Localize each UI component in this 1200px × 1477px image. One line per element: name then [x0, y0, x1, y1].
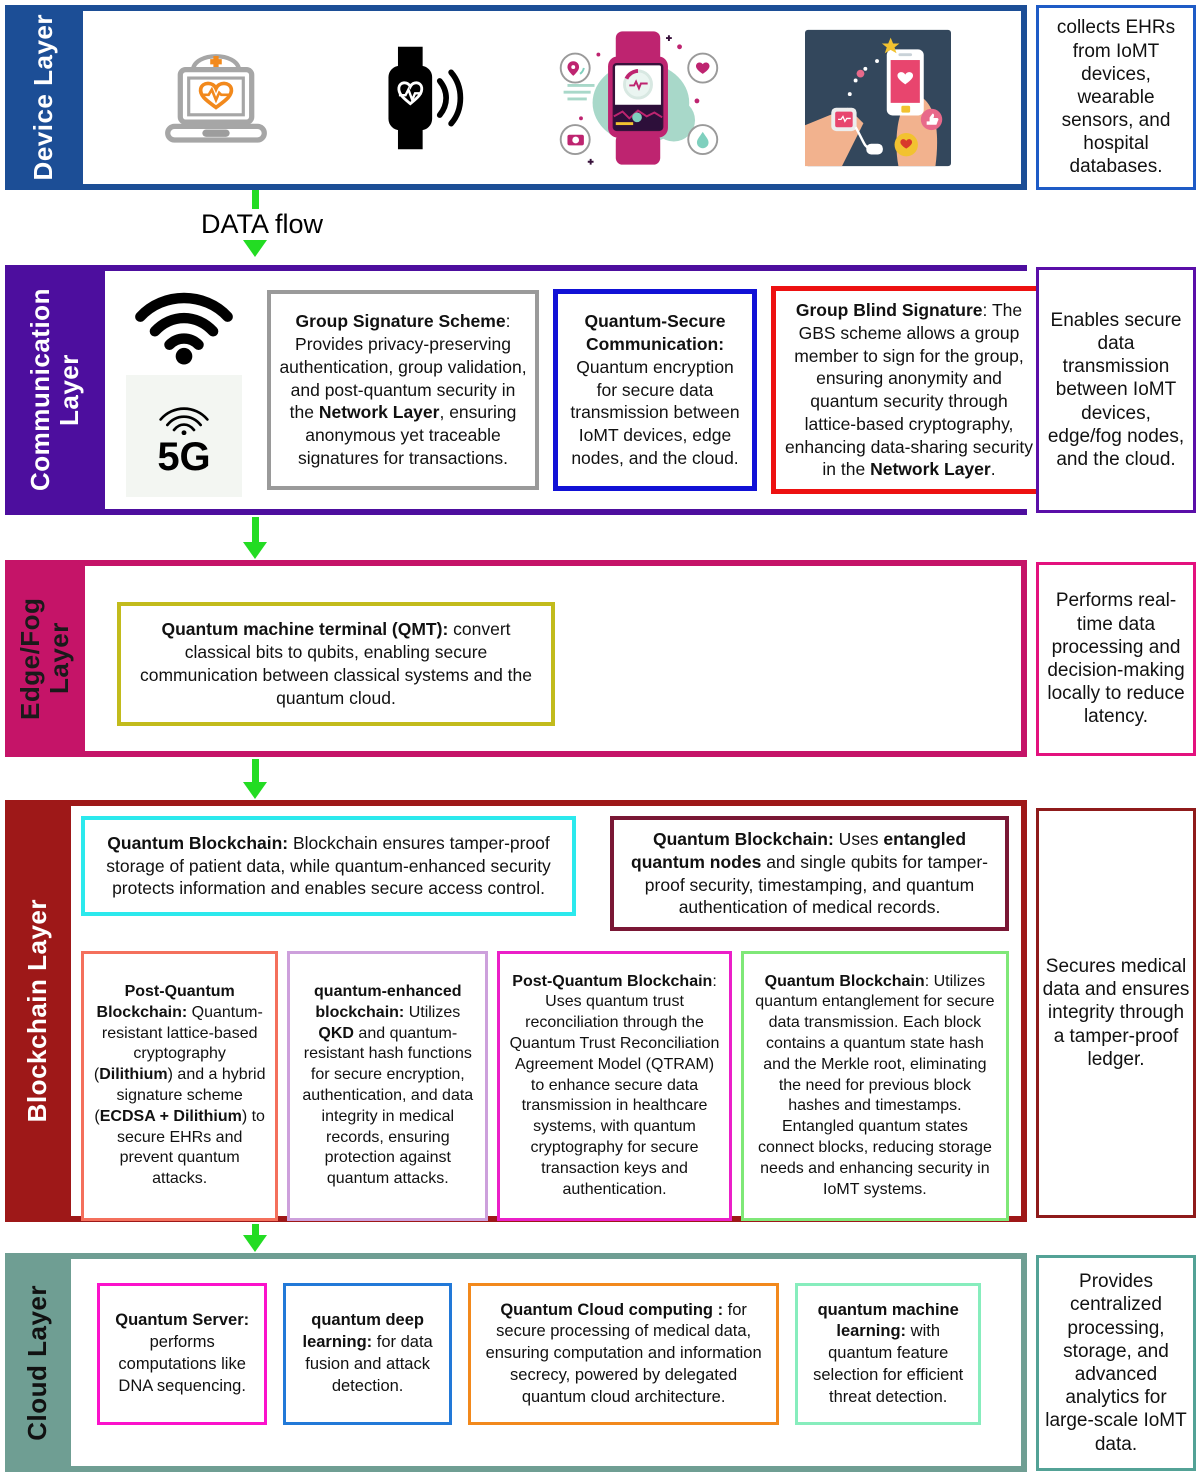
blockchain-layer-annotation-text: Secures medical data and ensures integrity through a tamper-proof ledger. [1042, 956, 1190, 1070]
post-quantum-blockchain-qtram-box [497, 951, 732, 1221]
device-layer-annotation [1036, 5, 1196, 190]
wifi-icon [132, 283, 236, 365]
blockchain-layer [5, 800, 1027, 1222]
cloud-layer-annotation [1036, 1255, 1196, 1471]
device-layer-sidebar [5, 5, 83, 190]
device-layer-content [83, 11, 1021, 184]
blockchain-layer-sidebar [5, 800, 71, 1222]
communication-layer-annotation-text: Enables secure data transmission between IoMT devices, edge/fog nodes, and the cloud. [1047, 309, 1185, 470]
communication-layer-annotation [1036, 267, 1196, 513]
wearable-watch-icon [552, 22, 724, 174]
edge-fog-layer-content [85, 566, 1021, 751]
edge-fog-layer-annotation-text: Performs real-time data processing and decision-making locally to reduce latency. [1047, 590, 1185, 728]
flow-arrow-blockchain-cloud [242, 1224, 268, 1252]
quantum-enhanced-blockchain-box [287, 951, 488, 1221]
group-blind-signature-box [771, 286, 1047, 494]
quantum-blockchain-storage-text: Quantum Blockchain: Blockchain ensures tamper-proof storage of patient data, while quantum-enhanced security protects information and enables secure access control. [106, 832, 551, 899]
communication-layer-label: Communication Layer [24, 288, 84, 492]
quantum-blockchain-entangled-box [610, 816, 1009, 931]
blockchain-layer-content [71, 806, 1021, 1216]
laptop-health-icon [153, 38, 279, 158]
blockchain-layer-label: Blockchain Layer [22, 899, 53, 1123]
blockchain-layer-annotation [1036, 808, 1196, 1218]
post-quantum-blockchain-dilithium-text: Post-Quantum Blockchain: Quantum-resistant lattice-based cryptography (Dilithium) and a hybrid signature scheme (ECDSA + Dilithium) to secure EHRs and prevent quantum attacks. [93, 983, 266, 1188]
flow-arrow-edge-blockchain [242, 759, 268, 799]
quantum-server-text: Quantum Server: performs computations like DNA sequencing. [115, 1311, 250, 1395]
quantum-cloud-computing-text: Quantum Cloud computing : for secure processing of medical data, ensuring computation and information secrecy, powered by delegated quantum cloud architecture. [485, 1300, 762, 1406]
flow-arrow-comm-edge [242, 517, 268, 559]
quantum-secure-communication-text: Quantum-Secure Communication: Quantum encryption for secure data transmission between IoMT devices, edge nodes, and the cloud. [570, 311, 740, 468]
data-flow-arrow-head [242, 240, 268, 258]
edge-fog-layer-annotation [1036, 562, 1196, 756]
smartwatch-icon [360, 40, 472, 156]
quantum-blockchain-entanglement-text: Quantum Blockchain: Utilizes quantum entanglement for secure data transmission. Each block contains a quantum state hash and the Merkle root, eliminating the need for previous block hashes and timestamps. Entangled quantum states connect blocks, reducing storage needs and enhancing security in IoMT systems. [755, 972, 995, 1198]
mobile-health-monitoring-icon [805, 28, 951, 168]
quantum-blockchain-storage-box [81, 816, 576, 916]
cloud-layer-label: Cloud Layer [22, 1284, 53, 1441]
group-signature-scheme-text: Group Signature Scheme: Provides privacy-preserving authentication, group validation, and post-quantum security in the Network Layer, ensuring anonymous yet traceable signatures for transactions. [279, 311, 527, 468]
edge-fog-layer [5, 560, 1027, 757]
quantum-blockchain-entanglement-box [741, 951, 1009, 1221]
communication-layer-sidebar [5, 265, 105, 515]
cloud-layer-sidebar [5, 1253, 71, 1472]
quantum-machine-terminal-box [117, 602, 555, 726]
cloud-layer-content [71, 1259, 1021, 1466]
quantum-secure-communication-box [553, 289, 757, 491]
cloud-layer [5, 1253, 1027, 1472]
quantum-machine-learning-box [795, 1283, 981, 1425]
5g-label: 5G [157, 435, 211, 479]
quantum-machine-learning-text: quantum machine learning: with quantum feature selection for efficient threat detection. [813, 1300, 964, 1406]
post-quantum-blockchain-dilithium-box [81, 951, 278, 1221]
device-layer-label: Device Layer [28, 14, 59, 181]
device-layer [5, 5, 1027, 190]
quantum-deep-learning-text: quantum deep learning: for data fusion and attack detection. [302, 1311, 433, 1395]
quantum-deep-learning-box [283, 1283, 452, 1425]
device-layer-annotation-text: collects EHRs from IoMT devices, wearable sensors, and hospital databases. [1056, 17, 1176, 178]
communication-layer-content [105, 271, 1053, 509]
cloud-layer-annotation-text: Provides centralized processing, storage, and advanced analytics for large-scale IoMT data. [1045, 1271, 1187, 1455]
quantum-server-box [97, 1283, 267, 1425]
5g-signal-arcs [150, 395, 218, 435]
quantum-blockchain-entangled-text: Quantum Blockchain: Uses entangled quantum nodes and single qubits for tamper-proof security, timestamping, and quantum authentication of medical records. [631, 829, 988, 918]
communication-layer [5, 265, 1034, 515]
post-quantum-blockchain-qtram-text: Post-Quantum Blockchain: Uses quantum trust reconciliation through the Quantum Trust Reconciliation Agreement Model (QTRAM) to enhance secure data transmission in healthcare systems, with quantum cryptography for secure transaction keys and authentication. [509, 972, 720, 1198]
edge-fog-layer-sidebar [5, 560, 85, 757]
group-signature-scheme-box [267, 290, 539, 490]
data-flow-label: DATA flow [197, 209, 327, 240]
5g-icon [126, 375, 242, 497]
edge-fog-layer-label: Edge/Fog Layer [14, 597, 74, 720]
quantum-cloud-computing-box [468, 1283, 779, 1425]
quantum-machine-terminal-text: Quantum machine terminal (QMT): convert classical bits to qubits, enabling secure communication between classical systems and the quantum cloud. [140, 618, 532, 709]
group-blind-signature-text: Group Blind Signature: The GBS scheme allows a group member to sign for the group, ensuring anonymity and quantum security through lattice-based cryptography, enhancing data-sharing security in the Network Layer. [784, 300, 1034, 480]
quantum-enhanced-blockchain-text: quantum-enhanced blockchain: Utilizes QKD and quantum-resistant hash functions for secure encryption, authentication, and data integrity in medical records, ensuring protection against quantum attacks. [302, 983, 474, 1188]
